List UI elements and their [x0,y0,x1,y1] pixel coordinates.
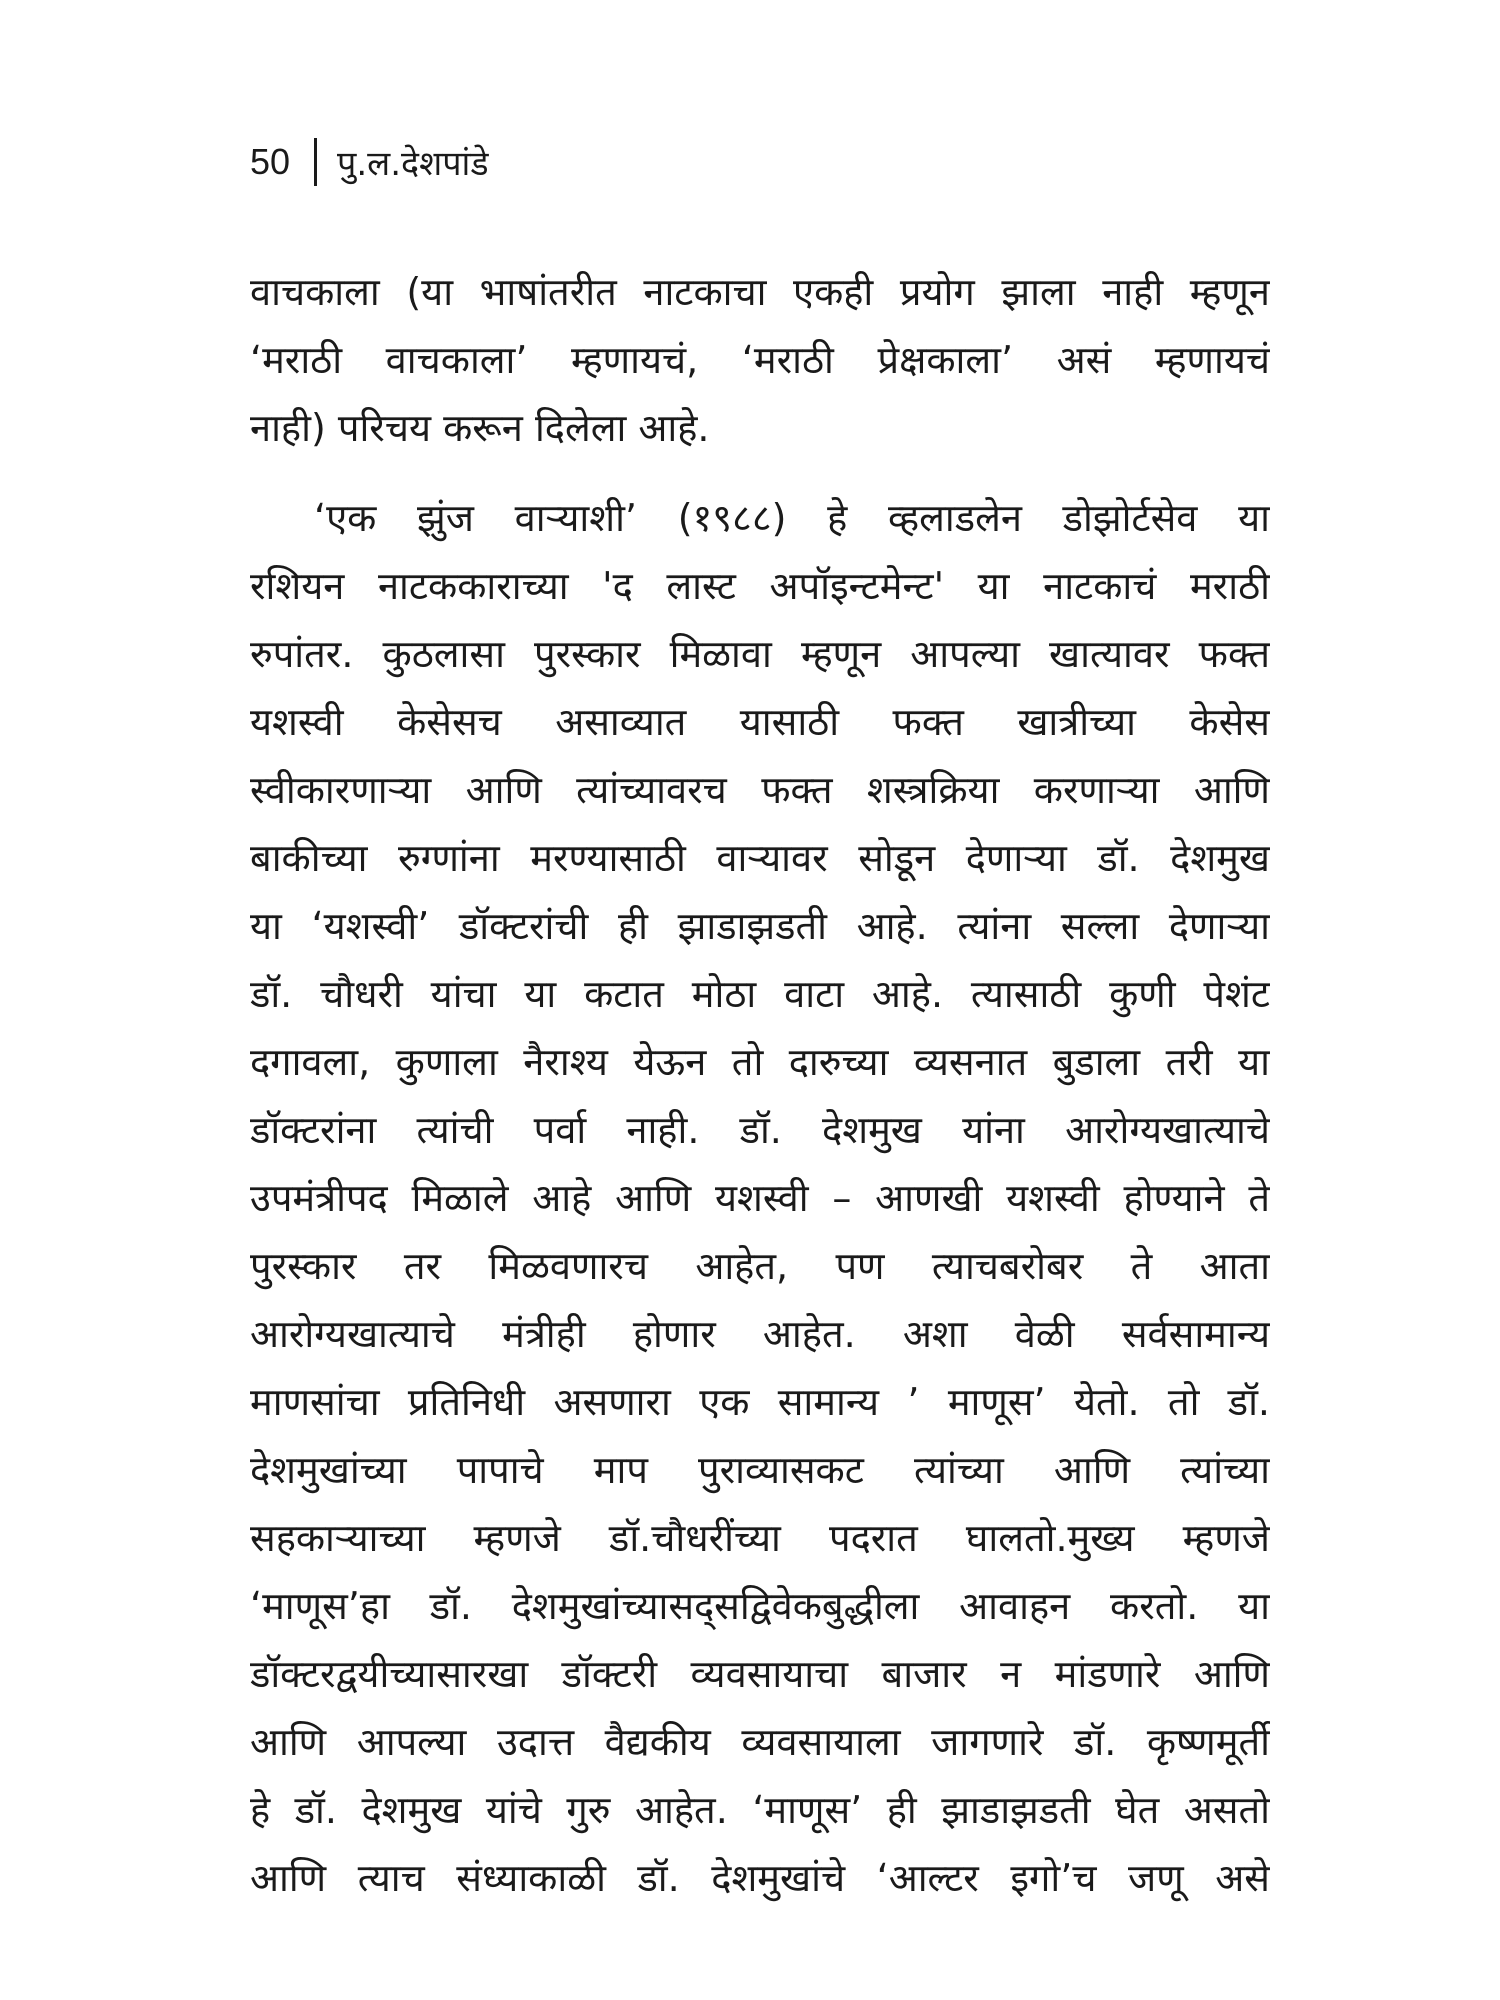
author-name: पु.ल.देशपांडे [337,144,489,184]
text-line: उपमंत्रीपद मिळाले आहे आणि यशस्वी – आणखी यशस्वी होण्याने ते [250,1176,1270,1220]
text-line: देशमुखांच्या पापाचे माप पुराव्यासकट त्यांच्या आणि त्यांच्या [250,1448,1270,1492]
text-line: ‘माणूस’हा डॉ. देशमुखांच्यासद्सद्विवेकबुद्धीला आवाहन करतो. या [250,1584,1270,1628]
paragraph-2 [250,484,1270,1912]
text-line: सहकाऱ्याच्या म्हणजे डॉ.चौधरींच्या पदरात घालतो.मुख्य म्हणजे [250,1516,1270,1560]
page-number: 50 [250,141,291,182]
text-line: या ‘यशस्वी’ डॉक्टरांची ही झाडाझडती आहे. त्यांना सल्ला देणाऱ्या [250,904,1270,948]
paragraph-1 [250,258,1270,462]
text-line: ‘मराठी वाचकाला’ म्हणायचं, ‘मराठी प्रेक्षकाला’ असं म्हणायचं [250,338,1270,382]
text-line: रशियन नाटककाराच्या 'द लास्ट अपॉइन्टमेन्ट' या नाटकाचं मराठी [250,564,1270,608]
text-line: ‘एक झुंज वाऱ्याशी’ (१९८८) हे व्हलाडलेन डोझोर्टसेव या [314,496,1270,540]
paragraph-gap [250,462,1270,484]
text-line: माणसांचा प्रतिनिधी असणारा एक सामान्य ’ माणूस’ येतो. तो डॉ. [250,1380,1270,1424]
text-line: यशस्वी केसेसच असाव्यात यासाठी फक्त खात्रीच्या केसेस [250,700,1270,744]
body-text [250,258,1270,1912]
text-line: नाही) परिचय करून दिलेला आहे. [250,406,710,450]
text-line: बाकीच्या रुग्णांना मरण्यासाठी वाऱ्यावर सोडून देणाऱ्या डॉ. देशमुख [250,836,1270,880]
text-line: स्वीकारणाऱ्या आणि त्यांच्यावरच फक्त शस्त्रक्रिया करणाऱ्या आणि [250,768,1270,812]
text-line: वाचकाला (या भाषांतरीत नाटकाचा एकही प्रयोग झाला नाही म्हणून [250,270,1270,314]
text-line: आणि आपल्या उदात्त वैद्यकीय व्यवसायाला जागणारे डॉ. कृष्णमूर्ती [250,1720,1270,1764]
text-line: आरोग्यखात्याचे मंत्रीही होणार आहेत. अशा वेळी सर्वसामान्य [250,1312,1270,1356]
text-line: डॉक्टरद्वयीच्यासारखा डॉक्टरी व्यवसायाचा बाजार न मांडणारे आणि [250,1652,1270,1696]
running-header [250,134,489,190]
text-line: रुपांतर. कुठलासा पुरस्कार मिळावा म्हणून आपल्या खात्यावर फक्त [250,632,1270,676]
text-line: दगावला, कुणाला नैराश्य येऊन तो दारुच्या व्यसनात बुडाला तरी या [250,1040,1270,1084]
text-line: हे डॉ. देशमुख यांचे गुरु आहेत. ‘माणूस’ ही झाडाझडती घेत असतो [250,1788,1270,1832]
text-line: डॉक्टरांना त्यांची पर्वा नाही. डॉ. देशमुख यांना आरोग्यखात्याचे [250,1108,1270,1152]
text-line: पुरस्कार तर मिळवणारच आहेत, पण त्याचबरोबर ते आता [250,1244,1270,1288]
header-divider [314,138,317,186]
text-line: डॉ. चौधरी यांचा या कटात मोठा वाटा आहे. त्यासाठी कुणी पेशंट [250,972,1270,1016]
text-line: आणि त्याच संध्याकाळी डॉ. देशमुखांचे ‘आल्टर इगो’च जणू असे [250,1856,1270,1900]
